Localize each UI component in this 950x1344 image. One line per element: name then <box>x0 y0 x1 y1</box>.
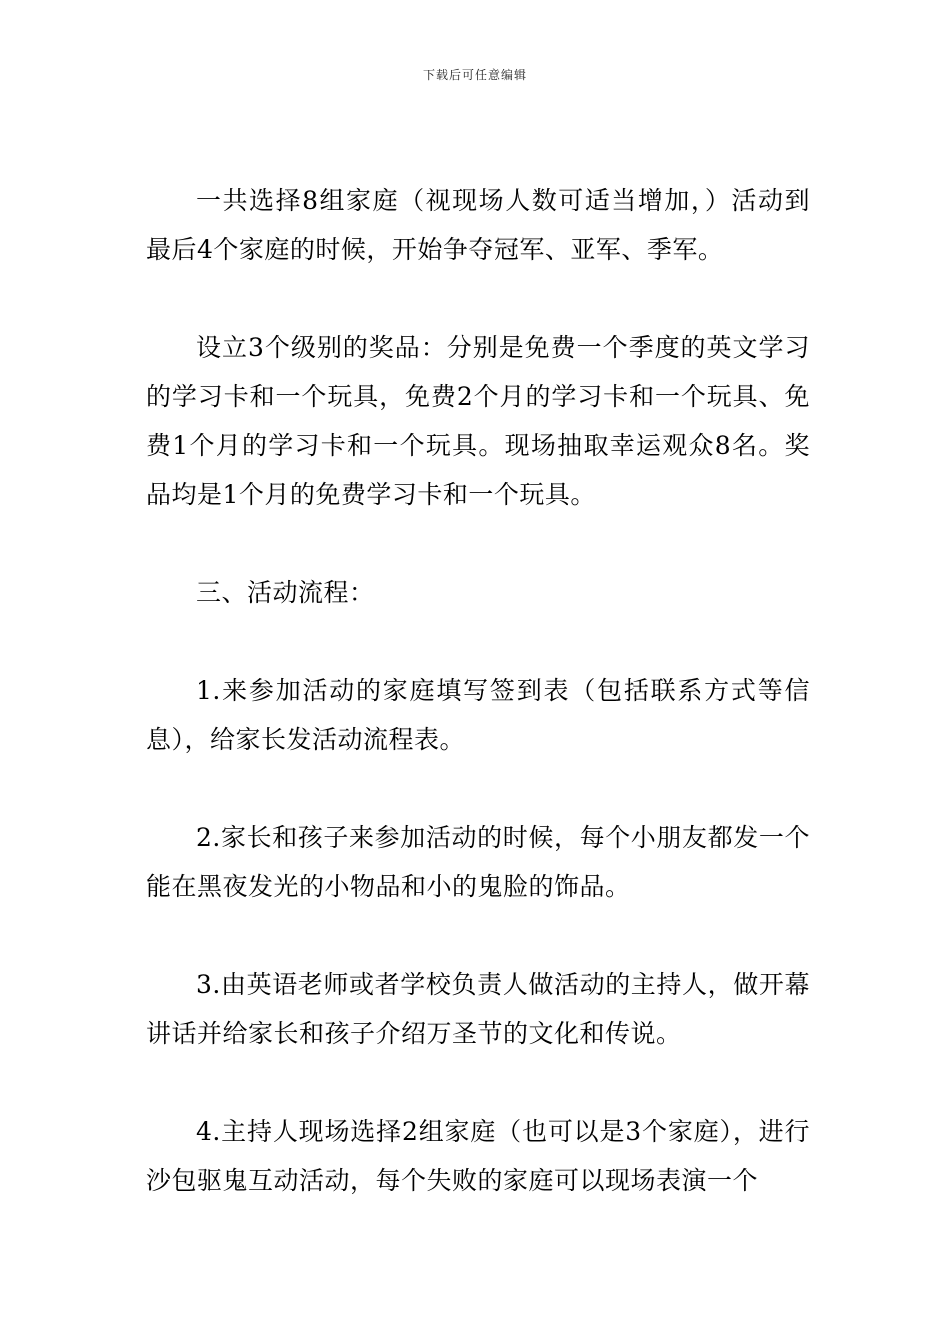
paragraph-step-3: 3.由英语老师或者学校负责人做活动的主持人，做开幕讲话并给家长和孩子介绍万圣节的文化和传说。 <box>146 970 810 1048</box>
paragraph-families: 一共选择8组家庭（视现场人数可适当增加，）活动到最后4个家庭的时候，开始争夺冠军、亚军、季军。 <box>146 186 810 264</box>
section-heading-process: 三、活动流程： <box>196 578 375 607</box>
paragraph-step-4: 4.主持人现场选择2组家庭（也可以是3个家庭），进行沙包驱鬼互动活动，每个失败的家庭可以现场表演一个 <box>146 1117 810 1195</box>
paragraph-step-2: 2.家长和孩子来参加活动的时候，每个小朋友都发一个能在黑夜发光的小物品和小的鬼脸的饰品。 <box>146 823 810 901</box>
header-note: 下载后可任意编辑 <box>422 68 527 82</box>
paragraph-step-1: 1.来参加活动的家庭填写签到表（包括联系方式等信息），给家长发活动流程表。 <box>146 676 810 754</box>
document-body <box>146 176 810 1254</box>
paragraph-prizes: 设立3个级别的奖品：分别是免费一个季度的英文学习的学习卡和一个玩具，免费2个月的学习卡和一个玩具、免费1个月的学习卡和一个玩具。现场抽取幸运观众8名。奖品均是1个月的免费学习卡和一个玩具。 <box>146 333 810 509</box>
